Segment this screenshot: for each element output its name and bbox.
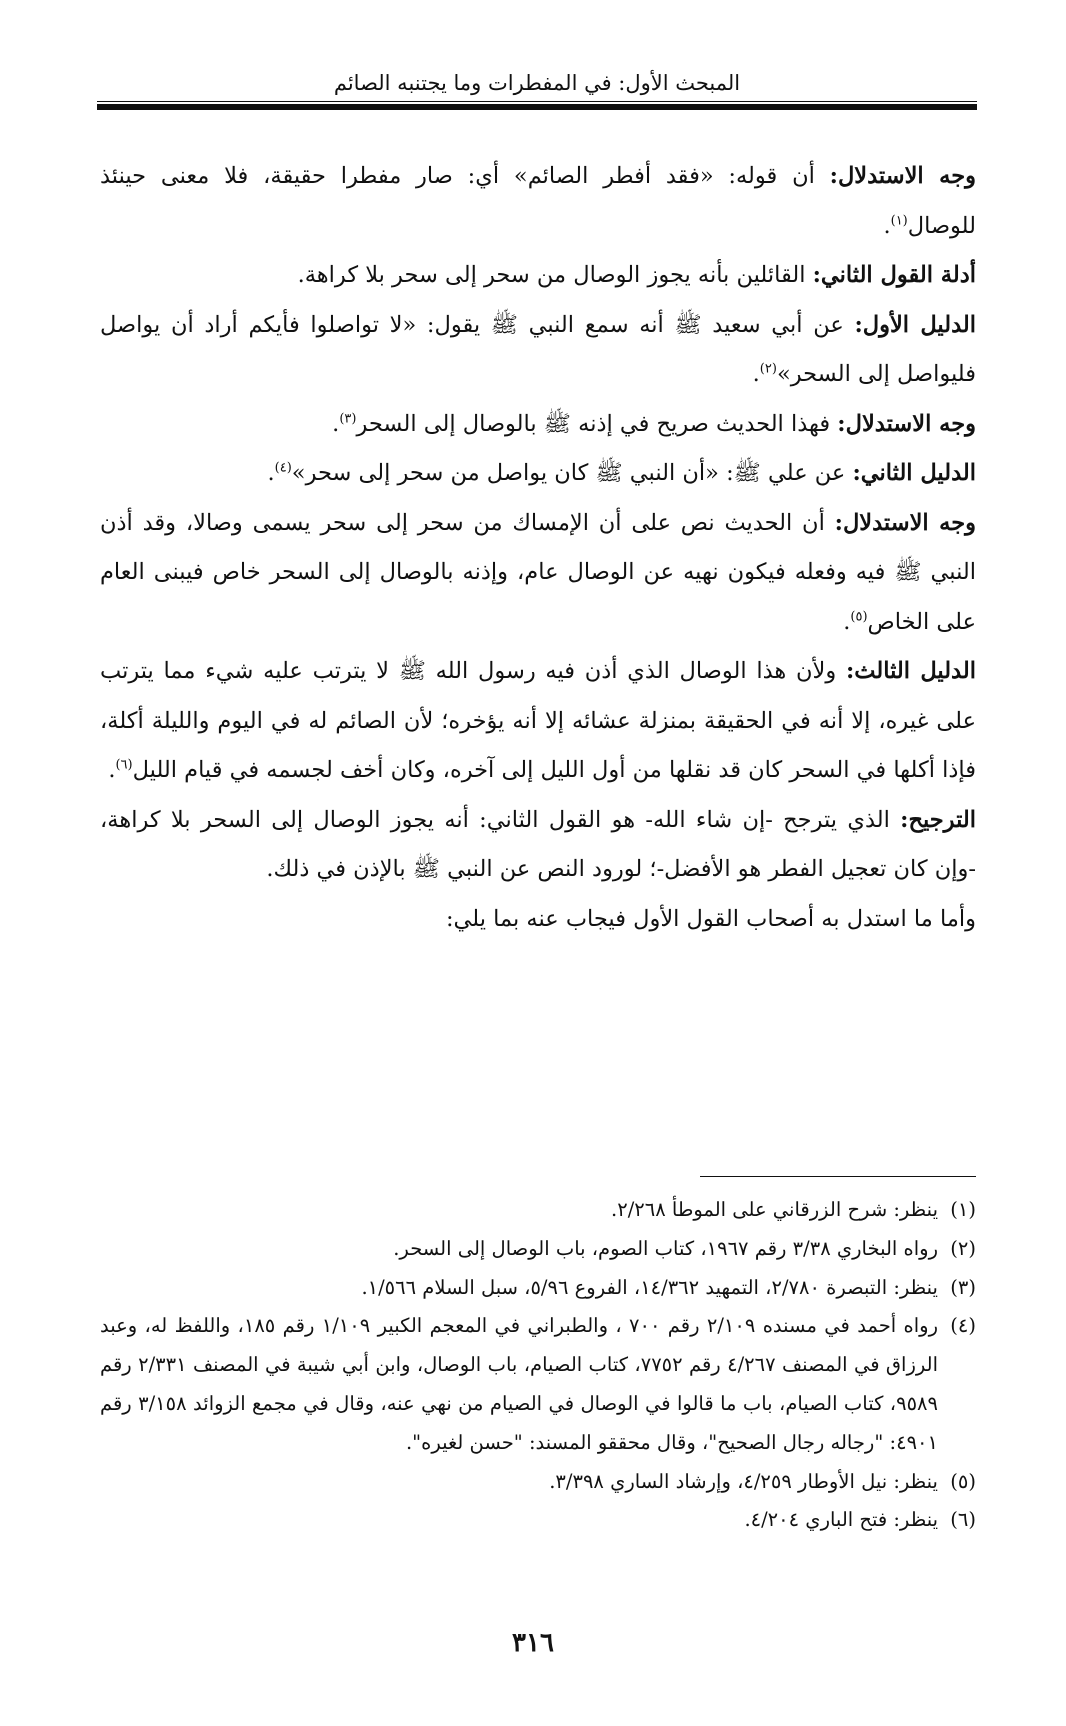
paragraph-tail: . (843, 608, 851, 635)
paragraph-tail: . (108, 757, 116, 783)
paragraph-8 (100, 796, 976, 895)
paragraph-tail: . (267, 460, 275, 486)
footnote-reference: (٤) (274, 460, 292, 476)
footnote-text: ينظر: التبصرة ٢/٧٨٠، التمهيد ١٤/٣٦٢، الفروع ٥/٩٦، سبل السلام ١/٥٦٦. (361, 1275, 938, 1299)
footnote-item (100, 1269, 976, 1308)
footnote-text: رواه أحمد في مسنده ٢/١٠٩ رقم ٧٠٠ ، والطبراني في المعجم الكبير ١/١٠٩ رقم ١٨٥، واللفظ له، وعبد الرزاق في المصنف ٤/٢٦٧ رقم ٧٧٥٢، كتاب الصيام، باب الوصال، وابن أبي شيبة في المصنف ٢/٣٣١ رقم ٩٥٨٩، كتاب الصيام، باب ما قالوا في الوصال في الصيام من نهي عنه، وقال في مجمع الزوائد ٣/١٥٨ رقم ٤٩٠١: "رجاله رجال الصحيح"، وقال محققو المسند: "حسن لغيره". (100, 1314, 939, 1454)
paragraph-label: أدلة القول الثاني: (812, 262, 976, 288)
paragraph-6 (100, 499, 976, 648)
footnote-text: ينظر: نيل الأوطار ٤/٢٥٩، وإرشاد الساري ٣/٣٩٨. (549, 1469, 938, 1493)
footnote-item (100, 1501, 976, 1540)
footnote-item (100, 1191, 976, 1230)
paragraph-label: الترجيح: (900, 806, 976, 833)
paragraph-9 (100, 895, 976, 945)
paragraph-label: وجه الاستدلال: (837, 410, 976, 437)
paragraph-text: عن علي ﷺ: «أن النبي ﷺ كان يواصل من سحر إلى سحر» (291, 460, 853, 486)
paragraph-tail: . (883, 212, 891, 239)
footnote-item (100, 1230, 976, 1269)
header-rule-thick (97, 104, 977, 110)
header-rule-thin (97, 101, 977, 102)
paragraph-label: الدليل الأول: (854, 311, 976, 338)
paragraph-text: أن قوله: «فقد أفطر الصائم» أي: صار مفطرا حقيقة، فلا معنى حينئذ للوصال (100, 163, 976, 239)
paragraph-tail: . (332, 410, 340, 437)
main-text (100, 152, 976, 944)
paragraph-text: ولأن هذا الوصال الذي أذن فيه رسول الله ﷺ لا يترتب عليه شيء مما يترتب على غيره، إلا أنه في الحقيقة بمنزلة عشائه إلا أنه يؤخره؛ لأن الصائم له في اليوم والليلة أكلة، فإذا أكلها في السحر كان قد نقلها من أول الليل إلى آخره، وكان أخف لجسمه في قيام الليل (100, 658, 976, 783)
footnote-item (100, 1307, 976, 1462)
paragraph-text: وأما ما استدل به أصحاب القول الأول فيجاب عنه بما يلي: (445, 905, 976, 932)
footnote-reference: (٣) (339, 411, 357, 426)
paragraph-text: الذي يترجح -إن شاء الله- هو القول الثاني: أنه يجوز الوصال إلى السحر بلا كراهة، -وإن كان تعجيل الفطر هو الأفضل-؛ لورود النص عن النبي ﷺ بالإذن في ذلك. (100, 806, 976, 882)
paragraph-1 (100, 152, 976, 251)
paragraph-text: عن أبي سعيد ﷺ أنه سمع النبي ﷺ يقول: «لا تواصلوا فأيكم أراد أن يواصل فليواصل إلى السحر» (100, 311, 976, 387)
paragraph-3 (100, 301, 976, 400)
footnote-number: (١) (950, 1198, 976, 1221)
footnote-number: (٤) (950, 1314, 976, 1338)
footnotes (100, 1191, 976, 1540)
footnote-reference: (١) (890, 213, 908, 228)
paragraph-5 (100, 449, 976, 499)
footnote-text: ينظر: فتح الباري ٤/٢٠٤. (744, 1508, 938, 1532)
footnote-item (100, 1463, 976, 1502)
paragraph-4 (100, 400, 976, 450)
paragraph-2 (100, 251, 976, 301)
footnote-reference: (٦) (115, 757, 133, 773)
paragraph-tail: . (752, 361, 760, 387)
paragraph-text: القائلين بأنه يجوز الوصال من سحر إلى سحر بلا كراهة. (297, 262, 813, 288)
footnote-reference: (٢) (759, 361, 777, 377)
paragraph-label: الدليل الثالث: (845, 658, 976, 684)
footnote-text: رواه البخاري ٣/٣٨ رقم ١٩٦٧، كتاب الصوم، باب الوصال إلى السحر. (393, 1236, 938, 1260)
footnote-text: ينظر: شرح الزرقاني على الموطأ ٢/٢٦٨. (611, 1198, 938, 1221)
paragraph-text: أن الحديث نص على أن الإمساك من سحر إلى سحر يسمى وصالا، وقد أذن النبي ﷺ فيه وفعله فيكون نهيه عن الوصال عام، وإذنه بالوصال إلى السحر خاص فيبنى العام على الخاص (100, 509, 976, 635)
running-header: المبحث الأول: في المفطرات وما يجتنبه الصائم (333, 71, 741, 95)
paragraph-label: وجه الاستدلال: (829, 163, 976, 189)
paragraph-text: فهذا الحديث صريح في إذنه ﷺ بالوصال إلى السحر (356, 410, 838, 437)
footnote-reference: (٥) (850, 609, 868, 624)
paragraph-7 (100, 647, 976, 796)
paragraph-label: الدليل الثاني: (852, 460, 976, 486)
footnote-separator (700, 1176, 976, 1177)
footnote-number: (٢) (950, 1236, 976, 1260)
paragraph-label: وجه الاستدلال: (834, 509, 976, 536)
page-number: ٣١٦ (512, 1628, 554, 1658)
footnote-number: (٦) (950, 1508, 976, 1532)
footnote-number: (٣) (950, 1275, 976, 1299)
footnote-number: (٥) (950, 1469, 976, 1493)
